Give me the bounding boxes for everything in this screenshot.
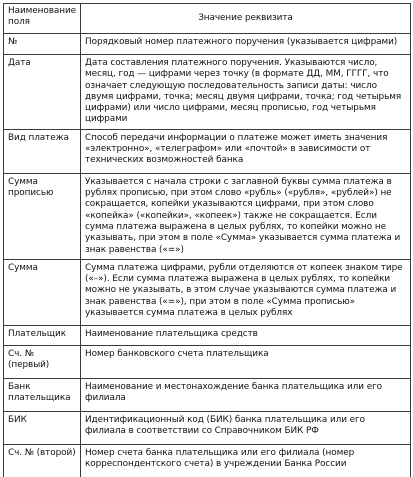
field-value-cell [81, 378, 411, 411]
field-value-cell [81, 129, 411, 173]
field-name-cell [4, 325, 81, 345]
field-value: Дата составления платежного поручения. Указываются число, месяц, год — цифрами через точку (в формате ДД, ММ, ГГГГ, что означает следующую последовательность записи даты: число двумя цифрами, точка; месяц двумя цифрами, точка; год четырьмя цифрами) или число цифрами, месяц прописью, год четырьмя цифрами [85, 58, 402, 125]
table-row [4, 325, 411, 345]
field-value: Наименование и местонахождение банка плательщика или его филиала [85, 381, 383, 404]
header-field-name-text: Наименование поля [8, 6, 77, 28]
field-name: Сумма [8, 262, 38, 273]
requisites-table [3, 3, 411, 477]
field-value-cell [81, 325, 411, 345]
field-name-cell [4, 34, 81, 55]
field-name: Сумма прописью [8, 176, 54, 199]
table-row [4, 34, 411, 55]
field-name-cell [4, 411, 81, 444]
field-value: Номер счета банка плательщика или его филиала (номер корреспондентского счета) в учреждении Банка России [85, 447, 355, 470]
field-value-cell [81, 259, 411, 325]
field-name: Сч. № (второй) [8, 447, 76, 458]
field-value: Сумма платежа цифрами, рубли отделяются от копеек знаком тире («–»). Если сумма платежа выражена в целых рублях, то копейки можно не указывать, в этом случае указываются сумма платежа и знак равенства («=»), при этом в поле «Сумма прописью» указывается сумма платежа в целых рублях [85, 262, 403, 319]
table-header [4, 4, 411, 34]
field-name-cell [4, 173, 81, 259]
table-row [4, 411, 411, 444]
field-name: Плательщик [8, 328, 67, 339]
field-name-cell [4, 259, 81, 325]
table-body [4, 34, 411, 477]
field-name: № [8, 37, 18, 47]
field-name-cell [4, 378, 81, 411]
field-value: Способ передачи информации о платеже может иметь значения «электронно», «телеграфом» или «почтой» в зависимости от технических возможностей банка [85, 132, 388, 166]
field-name: БИК [8, 414, 27, 425]
field-name: Вид платежа [8, 132, 69, 143]
table-row [4, 378, 411, 411]
field-name-cell [4, 55, 81, 130]
table-row [4, 345, 411, 378]
table-row [4, 444, 411, 477]
table-row [4, 55, 411, 130]
field-value: Идентификационный код (БИК) банка плательщика или его филиала в соответствии со Справочником БИК РФ [85, 414, 365, 437]
header-field-value [81, 4, 411, 34]
field-value-cell [81, 444, 411, 477]
table-row [4, 129, 411, 173]
field-value-cell [81, 345, 411, 378]
header-field-name [4, 4, 81, 34]
field-name-cell [4, 345, 81, 378]
field-name: Дата [8, 58, 31, 68]
header-field-value-text: Значение реквизита [198, 12, 293, 23]
field-value-cell [81, 55, 411, 130]
table-row [4, 259, 411, 325]
field-value: Номер банковского счета плательщика [85, 348, 269, 359]
field-value: Наименование плательщика средств [85, 328, 258, 339]
table-row [4, 173, 411, 259]
field-name: Сч. № (первый) [8, 348, 50, 371]
header-row [4, 4, 411, 34]
field-value-cell [81, 34, 411, 55]
field-name-cell [4, 129, 81, 173]
field-value-cell [81, 173, 411, 259]
field-value: Указывается с начала строки с заглавной буквы сумма платежа в рублях прописью, при этом слово «рубль» («рубля», «рублей») не сокращается, копейки указываются цифрами, при этом слово «копейка» («копейки», «копеек») также не сокращается. Если сумма платежа выражена в целых рублях, то копейки можно не указывать, при этом в поле «Сумма» указывается сумма платежа и знак равенства («=») [85, 176, 401, 255]
field-value-cell [81, 411, 411, 444]
field-name: Банк плательщика [8, 381, 71, 404]
field-value: Порядковый номер платежного поручения (указывается цифрами) [85, 37, 398, 47]
field-name-cell [4, 444, 81, 477]
